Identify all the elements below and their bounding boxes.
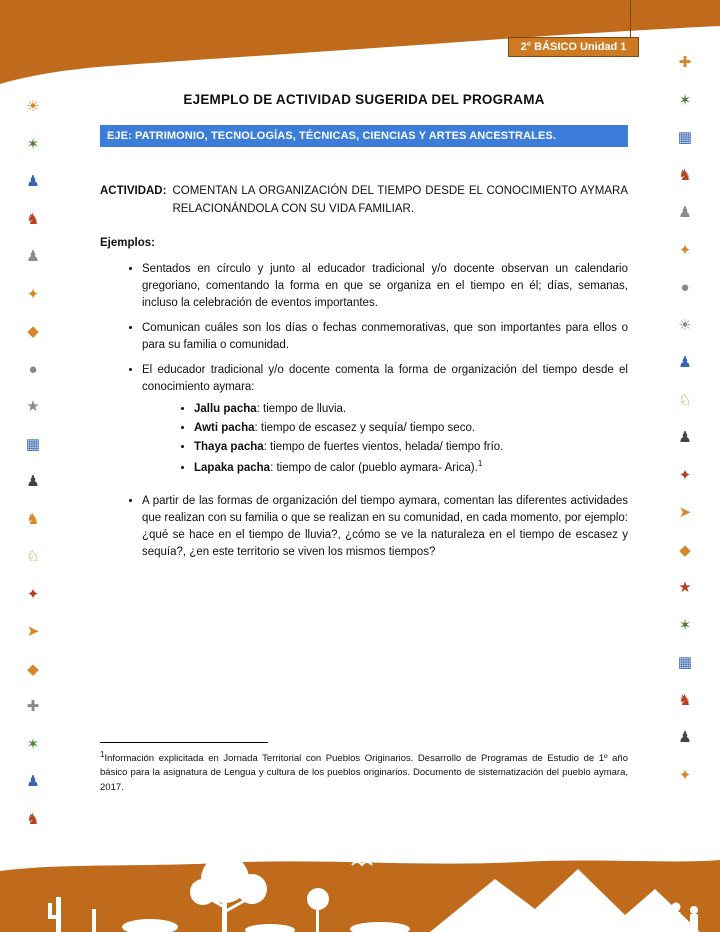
- footnote: [100, 742, 628, 795]
- person-icon: ♟: [678, 429, 692, 447]
- rhombus-icon: ◆: [679, 541, 691, 559]
- bird-icon: ✦: [678, 241, 692, 259]
- cactus-icon: ✚: [26, 698, 40, 716]
- star-icon: ★: [678, 579, 692, 597]
- sub-bullet-item: [194, 458, 628, 477]
- rhombus-icon: ◆: [27, 323, 39, 341]
- fox-icon: ♞: [678, 166, 692, 184]
- fox-icon: ♞: [26, 810, 40, 828]
- lizard-icon: ✶: [26, 735, 40, 753]
- footnote-rule: [100, 742, 268, 743]
- bullet-text: A partir de las formas de organización del tiempo aymara, comentan las diferentes actividades que realizan con su familia o que se realizan en su comunidad, en cada momento, por ejemplo: ¿qué se hace en el tiempo de lluvia?, ¿cómo se ve la naturaleza en el tiempo de escasez y sequía?, ¿en este territorio se viven los mismos tiempos?: [142, 494, 628, 558]
- bullet-item: [142, 261, 628, 312]
- footnote-marker: 1: [100, 750, 105, 759]
- footnote-text: Información explicitada en Jornada Territorial con Pueblos Originarios. Desarrollo de Programas de Estudio de 1º año básico para la asignatura de Lengua y cultura de los pueblos originarios. Documento de sistematización del pueblo aymara, 2017.: [100, 753, 628, 793]
- bullet-item: [142, 362, 628, 477]
- condor-icon: ✦: [678, 766, 692, 784]
- sub-bullet-list: [142, 401, 628, 477]
- lizard-icon: ✶: [678, 91, 692, 109]
- fox-icon: ♞: [26, 210, 40, 228]
- bullet-list: [100, 261, 628, 561]
- person-icon: ♟: [26, 473, 40, 491]
- bullet-item: [142, 320, 628, 354]
- arrow-icon: ➤: [678, 504, 692, 522]
- dog-icon: ♘: [26, 548, 40, 566]
- sun-icon: ☀: [678, 316, 692, 334]
- activity-label: ACTIVIDAD:: [100, 185, 167, 197]
- condor-icon: ✦: [678, 466, 692, 484]
- sub-bullet-item: [194, 401, 628, 418]
- unit-badge: 2° BÁSICO Unidad 1: [508, 37, 639, 57]
- lizard-icon: ✶: [26, 135, 40, 153]
- person-icon: ♟: [678, 354, 692, 372]
- side-icon-column-left: [12, 88, 54, 838]
- bullet-text: El educador tradicional y/o docente comenta la forma de organización del tiempo desde el conocimiento aymara:: [142, 363, 628, 393]
- loom-icon: ▦: [677, 129, 693, 147]
- content-area: [100, 80, 628, 569]
- examples-label: Ejemplos:: [100, 236, 155, 249]
- term-description: : tiempo de calor (pueblo aymara- Arica).: [270, 461, 478, 474]
- badge-ribbon-line: [630, 0, 631, 39]
- activity-statement: [100, 183, 628, 219]
- page-title: EJEMPLO DE ACTIVIDAD SUGERIDA DEL PROGRAMA: [183, 92, 545, 107]
- aymara-term: Thaya pacha: [194, 440, 264, 453]
- condor-icon: ✦: [26, 285, 40, 303]
- bullet-text: Sentados en círculo y junto al educador tradicional y/o docente observan un calendario gregoriano, comentando la forma en que se organiza en el tiempo en él; días, semanas, incluso la celebración de eventos importantes.: [142, 262, 628, 309]
- side-icon-column-right: [664, 44, 706, 794]
- eje-banner: EJE: PATRIMONIO, TECNOLOGÍAS, TÉCNICAS, CIENCIAS Y ARTES ANCESTRALES.: [100, 125, 628, 147]
- term-description: : tiempo de lluvia.: [256, 402, 347, 415]
- person-icon: ♟: [26, 773, 40, 791]
- lizard-icon: ✶: [678, 616, 692, 634]
- cross-icon: ✚: [678, 54, 692, 72]
- vessel-icon: ●: [28, 360, 38, 378]
- condor-icon: ✦: [26, 585, 40, 603]
- loom-icon: ▦: [25, 435, 41, 453]
- bullet-item: [142, 493, 628, 561]
- llama-icon: ♞: [26, 510, 40, 528]
- star-icon: ★: [26, 398, 40, 416]
- figure-icon: ♟: [26, 248, 40, 266]
- loom-icon: ▦: [677, 654, 693, 672]
- footer-illustration: [0, 837, 720, 932]
- term-description: : tiempo de fuertes vientos, helada/ tiempo frío.: [263, 440, 504, 453]
- activity-text: COMENTAN LA ORGANIZACIÓN DEL TIEMPO DESDE EL CONOCIMIENTO AYMARA RELACIONÁNDOLA CON SU VIDA FAMILIAR.: [172, 185, 628, 215]
- vessel-icon: ●: [680, 279, 690, 297]
- person-icon: ♟: [678, 204, 692, 222]
- sub-bullet-item: [194, 439, 628, 456]
- aymara-term: Lapaka pacha: [194, 461, 271, 474]
- aymara-term: Awti pacha: [194, 421, 255, 434]
- person-icon: ♟: [26, 173, 40, 191]
- sun-icon: ☀: [26, 98, 40, 116]
- dog-icon: ♘: [678, 391, 692, 409]
- fox-icon: ♞: [678, 691, 692, 709]
- sub-bullet-item: [194, 420, 628, 437]
- arrow-icon: ➤: [26, 623, 40, 641]
- bullet-text: Comunican cuáles son los días o fechas conmemorativas, que son importantes para ellos o para su familia o comunidad.: [142, 321, 628, 351]
- person-icon: ♟: [678, 729, 692, 747]
- aymara-term: Jallu pacha: [194, 402, 257, 415]
- term-description: : tiempo de escasez y sequía/ tiempo seco.: [254, 421, 476, 434]
- footnote-reference: 1: [477, 458, 483, 468]
- rhombus-icon: ◆: [27, 660, 39, 678]
